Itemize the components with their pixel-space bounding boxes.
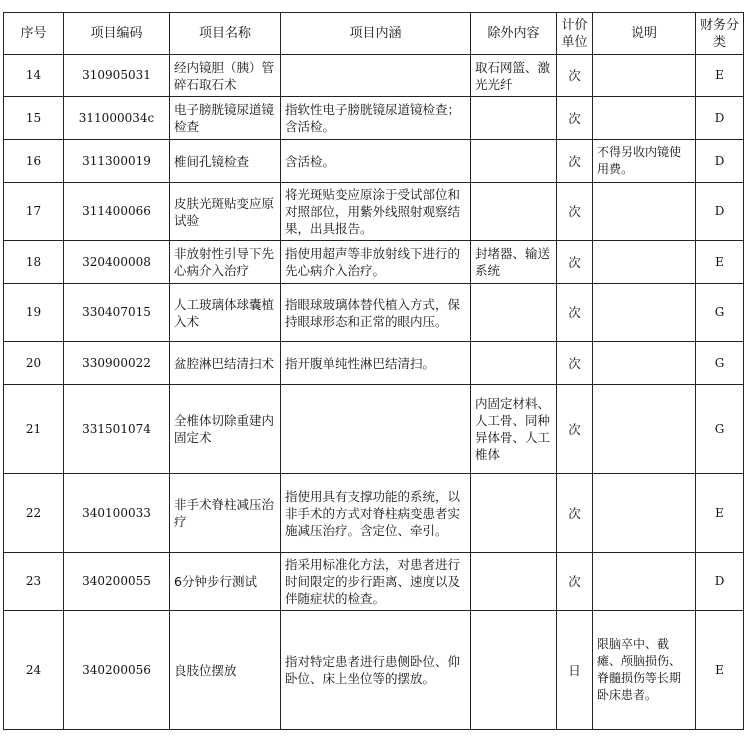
cell-index: 23 [4, 553, 64, 611]
cell-note [593, 183, 696, 241]
table-row [4, 474, 744, 553]
cell-code: 340200055 [64, 553, 170, 611]
header-description: 项目内涵 [281, 13, 471, 55]
table-row [4, 342, 744, 385]
cell-note: 不得另收内镜使用费。 [593, 140, 696, 183]
table-row [4, 97, 744, 140]
header-unit: 计价单位 [557, 13, 593, 55]
cell-category: E [696, 611, 744, 730]
cell-unit: 次 [557, 97, 593, 140]
cell-exclusions [471, 553, 557, 611]
cell-exclusions [471, 611, 557, 730]
cell-description: 将光斑贴变应原涂于受试部位和对照部位，用紫外线照射观察结果，出具报告。 [281, 183, 471, 241]
cell-code: 331501074 [64, 385, 170, 474]
cell-description [281, 385, 471, 474]
cell-name: 非放射性引导下先心病介入治疗 [170, 241, 281, 284]
cell-code: 311000034c [64, 97, 170, 140]
cell-code: 310905031 [64, 55, 170, 97]
table-row [4, 55, 744, 97]
cell-exclusions [471, 183, 557, 241]
cell-category: E [696, 55, 744, 97]
header-index: 序号 [4, 13, 64, 55]
cell-index: 22 [4, 474, 64, 553]
cell-index: 16 [4, 140, 64, 183]
cell-exclusions: 内固定材料、人工骨、同种异体骨、人工椎体 [471, 385, 557, 474]
cell-note [593, 342, 696, 385]
cell-exclusions [471, 140, 557, 183]
cell-exclusions [471, 97, 557, 140]
table-row [4, 140, 744, 183]
cell-description: 指眼球玻璃体替代植入方式，保持眼球形态和正常的眼内压。 [281, 284, 471, 342]
cell-note [593, 385, 696, 474]
cell-note: 限脑卒中、截瘫、颅脑损伤、脊髓损伤等长期卧床患者。 [593, 611, 696, 730]
header-category: 财务分类 [696, 13, 744, 55]
cell-category: D [696, 553, 744, 611]
cell-code: 330407015 [64, 284, 170, 342]
cell-index: 19 [4, 284, 64, 342]
cell-unit: 次 [557, 140, 593, 183]
table-row [4, 611, 744, 730]
table-row [4, 183, 744, 241]
cell-index: 20 [4, 342, 64, 385]
cell-exclusions [471, 342, 557, 385]
cell-description: 指开腹单纯性淋巴结清扫。 [281, 342, 471, 385]
cell-code: 311300019 [64, 140, 170, 183]
cell-description [281, 55, 471, 97]
cell-description: 指使用具有支撑功能的系统，以非手术的方式对脊柱病变患者实施减压治疗。含定位、牵引。 [281, 474, 471, 553]
fee-item-table [3, 12, 744, 730]
table-row [4, 284, 744, 342]
cell-name: 6分钟步行测试 [170, 553, 281, 611]
cell-index: 21 [4, 385, 64, 474]
cell-unit: 日 [557, 611, 593, 730]
cell-code: 330900022 [64, 342, 170, 385]
cell-name: 皮肤光斑贴变应原试验 [170, 183, 281, 241]
cell-category: E [696, 474, 744, 553]
cell-exclusions [471, 474, 557, 553]
cell-exclusions: 取石网篮、激光光纤 [471, 55, 557, 97]
cell-description: 含活检。 [281, 140, 471, 183]
cell-name: 经内镜胆（胰）管碎石取石术 [170, 55, 281, 97]
cell-name: 良肢位摆放 [170, 611, 281, 730]
cell-note [593, 474, 696, 553]
cell-unit: 次 [557, 183, 593, 241]
cell-index: 18 [4, 241, 64, 284]
cell-category: D [696, 183, 744, 241]
cell-index: 24 [4, 611, 64, 730]
cell-unit: 次 [557, 342, 593, 385]
header-row [4, 13, 744, 55]
cell-unit: 次 [557, 55, 593, 97]
cell-index: 15 [4, 97, 64, 140]
header-exclusions: 除外内容 [471, 13, 557, 55]
cell-exclusions: 封堵器、输送系统 [471, 241, 557, 284]
cell-category: G [696, 342, 744, 385]
cell-unit: 次 [557, 385, 593, 474]
table-row [4, 553, 744, 611]
cell-name: 电子膀胱镜尿道镜检查 [170, 97, 281, 140]
cell-note [593, 55, 696, 97]
header-name: 项目名称 [170, 13, 281, 55]
cell-note [593, 553, 696, 611]
cell-category: D [696, 140, 744, 183]
cell-note [593, 97, 696, 140]
table-row [4, 241, 744, 284]
cell-category: D [696, 97, 744, 140]
cell-code: 311400066 [64, 183, 170, 241]
cell-name: 人工玻璃体球囊植入术 [170, 284, 281, 342]
cell-name: 全椎体切除重建内固定术 [170, 385, 281, 474]
cell-category: G [696, 284, 744, 342]
header-note: 说明 [593, 13, 696, 55]
header-code: 项目编码 [64, 13, 170, 55]
cell-name: 非手术脊柱减压治疗 [170, 474, 281, 553]
table-row [4, 385, 744, 474]
cell-description: 指软性电子膀胱镜尿道镜检查；含活检。 [281, 97, 471, 140]
cell-name: 盆腔淋巴结清扫术 [170, 342, 281, 385]
cell-code: 320400008 [64, 241, 170, 284]
cell-code: 340200056 [64, 611, 170, 730]
cell-exclusions [471, 284, 557, 342]
cell-category: E [696, 241, 744, 284]
cell-description: 指采用标准化方法，对患者进行时间限定的步行距离、速度以及伴随症状的检查。 [281, 553, 471, 611]
cell-note [593, 284, 696, 342]
cell-category: G [696, 385, 744, 474]
cell-unit: 次 [557, 553, 593, 611]
cell-code: 340100033 [64, 474, 170, 553]
cell-index: 14 [4, 55, 64, 97]
cell-description: 指对特定患者进行患侧卧位、仰卧位、床上坐位等的摆放。 [281, 611, 471, 730]
cell-index: 17 [4, 183, 64, 241]
cell-description: 指使用超声等非放射线下进行的先心病介入治疗。 [281, 241, 471, 284]
cell-name: 椎间孔镜检查 [170, 140, 281, 183]
cell-unit: 次 [557, 241, 593, 284]
cell-note [593, 241, 696, 284]
cell-unit: 次 [557, 284, 593, 342]
cell-unit: 次 [557, 474, 593, 553]
